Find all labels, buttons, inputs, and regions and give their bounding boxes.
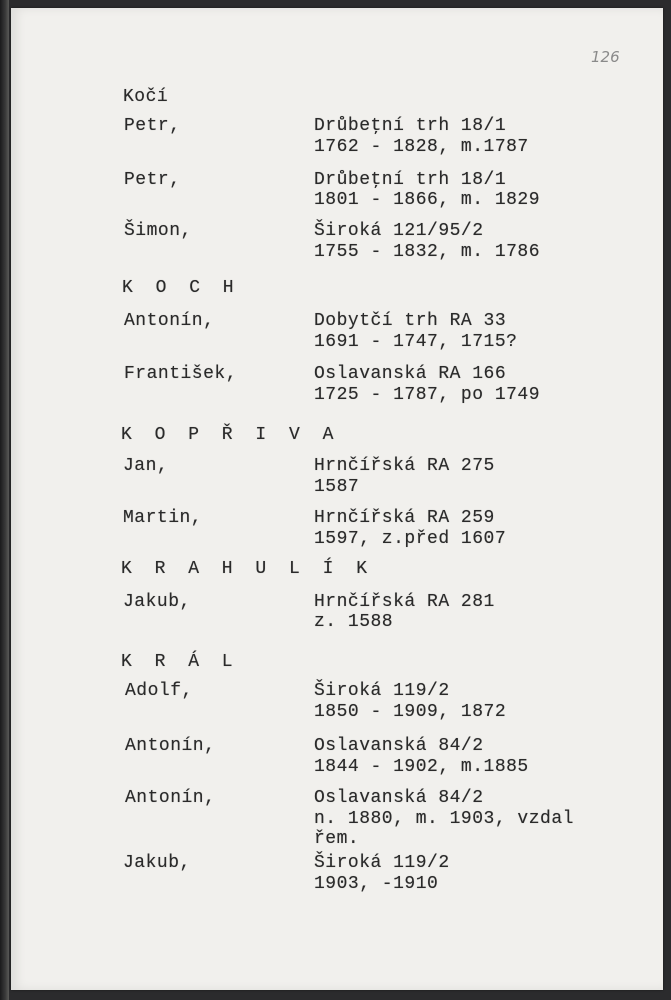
person-address: Široká 119/2 (314, 681, 450, 701)
surname-heading: Kočí (123, 87, 169, 107)
person-dates: 1587 (314, 477, 360, 497)
typewritten-page (11, 8, 663, 990)
person-dates: 1903, -1910 (314, 874, 439, 894)
person-address: Oslavanská 84/2 (314, 788, 484, 808)
person-note: řem. (314, 829, 360, 849)
person-address: Drůbeţní trh 18/1 (314, 170, 507, 190)
person-dates: z. 1588 (314, 612, 394, 632)
surname-heading: K R Á L (121, 652, 239, 672)
person-dates: 1597, z.před 1607 (314, 529, 507, 549)
person-address: Hrnčířská RA 275 (314, 456, 495, 476)
page-number: 126 (591, 48, 620, 66)
person-dates: 1755 - 1832, m. 1786 (314, 242, 541, 262)
person-name: Jan, (123, 456, 169, 476)
person-name: Adolf, (125, 681, 193, 701)
person-dates: 1844 - 1902, m.1885 (314, 757, 529, 777)
person-dates: n. 1880, m. 1903, vzdal (314, 809, 574, 829)
person-name: Antonín, (124, 311, 215, 331)
person-address: Široká 119/2 (314, 853, 450, 873)
person-dates: 1850 - 1909, 1872 (314, 702, 507, 722)
person-name: Petr, (124, 116, 181, 136)
person-dates: 1762 - 1828, m.1787 (314, 137, 529, 157)
person-name: Jakub, (123, 592, 191, 612)
person-name: Jakub, (123, 853, 191, 873)
surname-heading: K O P Ř I V A (121, 425, 340, 445)
surname-heading: K R A H U L Í K (121, 559, 374, 579)
person-dates: 1691 - 1747, 1715? (314, 332, 518, 352)
person-name: Martin, (123, 508, 203, 528)
person-name: Petr, (124, 170, 181, 190)
person-address: Oslavanská RA 166 (314, 364, 507, 384)
surname-heading: K O C H (122, 278, 240, 298)
person-name: Antonín, (125, 788, 216, 808)
person-address: Široká 121/95/2 (314, 221, 484, 241)
person-address: Oslavanská 84/2 (314, 736, 484, 756)
person-address: Dobytčí trh RA 33 (314, 311, 507, 331)
person-address: Hrnčířská RA 259 (314, 508, 495, 528)
person-address: Drůbeţní trh 18/1 (314, 116, 507, 136)
person-name: Šimon, (124, 221, 192, 241)
person-name: Antonín, (125, 736, 216, 756)
person-address: Hrnčířská RA 281 (314, 592, 495, 612)
person-name: František, (124, 364, 238, 384)
person-dates: 1725 - 1787, po 1749 (314, 385, 541, 405)
person-dates: 1801 - 1866, m. 1829 (314, 190, 541, 210)
book-binding-edge (0, 0, 9, 1000)
